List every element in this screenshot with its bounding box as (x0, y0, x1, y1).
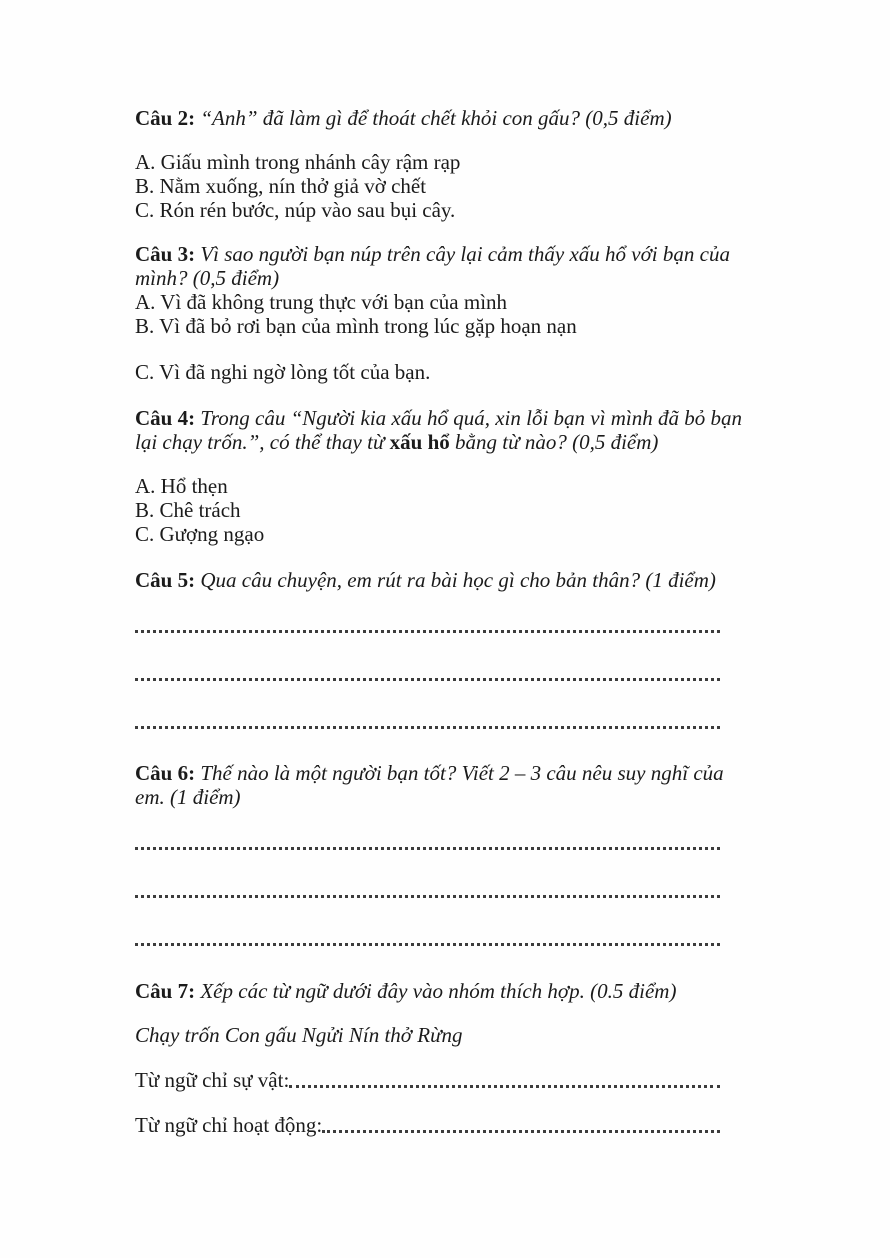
question-heading (135, 979, 757, 1003)
fill-label: Từ ngữ chỉ hoạt động: (135, 1113, 323, 1137)
option-b: B. Vì đã bỏ rơi bạn của mình trong lúc gặp hoạn nạn (135, 314, 577, 338)
question-label: Câu 3: (135, 242, 196, 266)
question-prompt-pre: Trong câu “Người kia xấu hổ quá, xin lỗi bạn vì mình đã bỏ bạn lại chạy trốn.”, có thể thay từ (135, 406, 742, 454)
question-label: Câu 5: (135, 568, 196, 592)
answer-line (135, 943, 720, 946)
question-label: Câu 6: (135, 761, 196, 785)
question-heading (135, 406, 757, 454)
option-a: A. Hổ thẹn (135, 474, 228, 498)
dotted-leader (289, 1085, 720, 1088)
option-c: C. Vì đã nghi ngờ lòng tốt của bạn. (135, 360, 431, 384)
answer-line (135, 630, 720, 633)
option-b: B. Chê trách (135, 498, 241, 522)
options-list (135, 150, 757, 222)
answer-line (135, 847, 720, 850)
option-c: C. Gượng ngạo (135, 522, 265, 546)
option-a: A. Giấu mình trong nhánh cây rậm rạp (135, 150, 461, 174)
question-heading (135, 106, 757, 130)
options-list (135, 290, 757, 338)
answer-line (135, 895, 720, 898)
question-prompt: Xếp các từ ngữ dưới đây vào nhóm thích hợp. (0.5 điểm) (200, 979, 677, 1003)
answer-line (135, 726, 720, 729)
question-prompt-post: bằng từ nào? (0,5 điểm) (449, 430, 659, 454)
question-cau-6 (135, 761, 757, 946)
fill-label: Từ ngữ chỉ sự vật: (135, 1068, 290, 1092)
question-heading (135, 242, 757, 290)
dotted-leader (322, 1130, 720, 1133)
fill-line-actions (135, 1113, 720, 1137)
question-label: Câu 7: (135, 979, 196, 1003)
question-cau-2 (135, 106, 757, 222)
answer-line (135, 678, 720, 681)
question-heading (135, 568, 757, 592)
word-bank: Chạy trốn Con gấu Ngửi Nín thở Rừng (135, 1023, 463, 1047)
question-prompt: Qua câu chuyện, em rút ra bài học gì cho bản thân? (1 điểm) (200, 568, 716, 592)
option-b: B. Nằm xuống, nín thở giả vờ chết (135, 174, 427, 198)
question-prompt: Thế nào là một người bạn tốt? Viết 2 – 3 câu nêu suy nghĩ của em. (1 điểm) (135, 761, 724, 809)
fill-line-things (135, 1068, 720, 1092)
question-cau-3 (135, 242, 757, 384)
option-c: C. Rón rén bước, núp vào sau bụi cây. (135, 198, 456, 222)
question-cau-4 (135, 406, 757, 546)
question-label: Câu 4: (135, 406, 196, 430)
options-list (135, 474, 757, 546)
question-label: Câu 2: (135, 106, 196, 130)
question-cau-7 (135, 979, 757, 1137)
question-prompt: “Anh” đã làm gì để thoát chết khỏi con gấu? (0,5 điểm) (200, 106, 672, 130)
highlighted-term: xấu hổ (389, 430, 450, 454)
option-a: A. Vì đã không trung thực với bạn của mình (135, 290, 508, 314)
question-prompt: Vì sao người bạn núp trên cây lại cảm thấy xấu hổ với bạn của mình? (0,5 điểm) (135, 242, 730, 290)
question-cau-5 (135, 568, 757, 729)
question-heading (135, 761, 757, 809)
